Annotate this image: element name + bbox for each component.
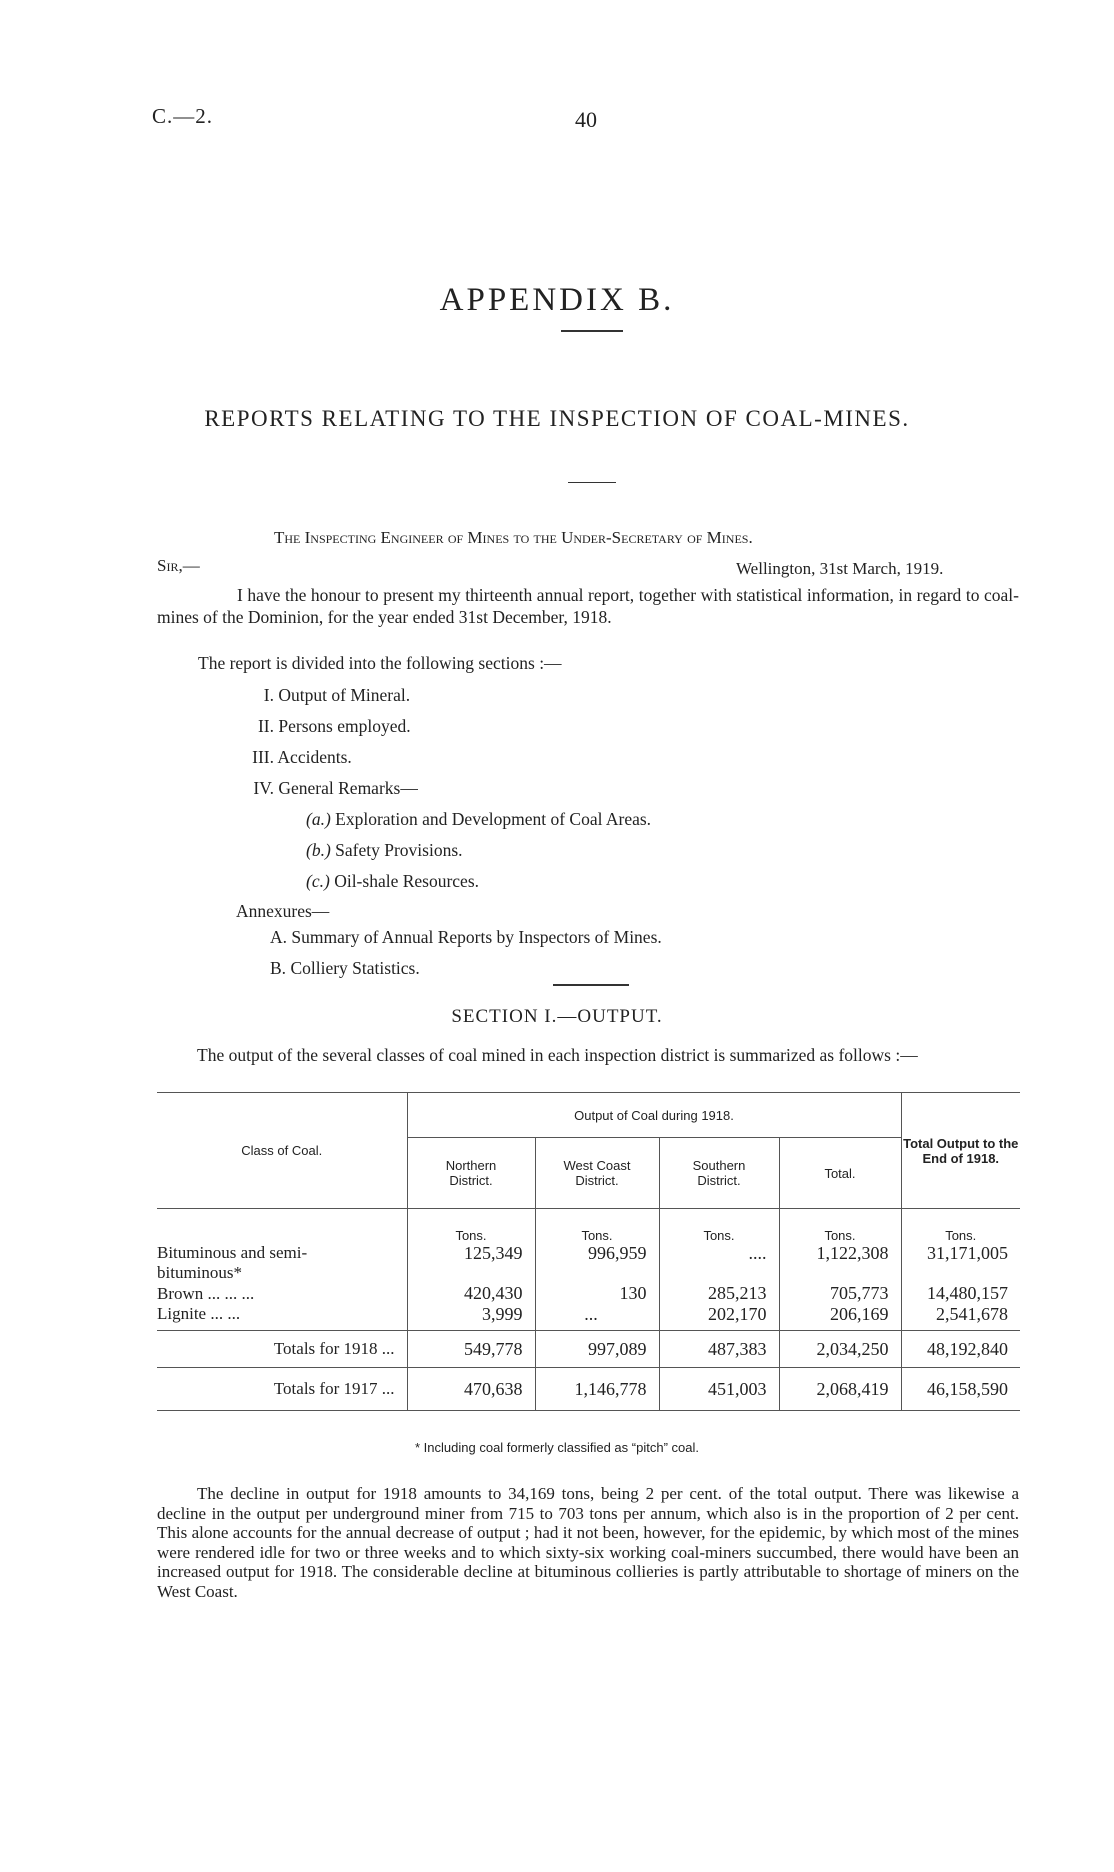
section-item: II. Persons employed.: [257, 716, 411, 736]
place-date: Wellington, 31st March, 1919.: [736, 559, 944, 578]
table-row: [157, 1304, 1020, 1331]
page-number: 40: [575, 107, 597, 132]
sections-intro: The report is divided into the following sections :—: [198, 653, 562, 673]
cell-westcoast: 997,089: [535, 1331, 659, 1368]
cell-southern: 451,003: [659, 1368, 779, 1411]
unit-label: Tons.: [901, 1209, 1020, 1244]
salutation: Sir,—: [157, 556, 200, 575]
cell-total: 2,068,419: [779, 1368, 901, 1411]
table-row: [157, 1283, 1020, 1304]
subsection-item: (b.) Safety Provisions.: [306, 840, 463, 860]
row-name: Brown ... ... ...: [157, 1283, 255, 1303]
subsection-item: (a.) Exploration and Development of Coal Areas.: [306, 809, 652, 829]
section-item: I. Output of Mineral.: [263, 685, 411, 705]
totals-1918-label: Totals for 1918 ...: [273, 1339, 395, 1358]
cell-southern: ....: [659, 1243, 779, 1283]
section-item: III. Accidents.: [252, 747, 352, 767]
closing-paragraph: The decline in output for 1918 amounts to 34,169 tons, being 2 per cent. of the total output. There was likewise a decline in the output per underground miner from 715 to 703 tons per annum, which also is in the proportion of 2 per cent. This alone accounts for the annual decrease of output ; had it not been, however, for the epidemic, by which most of the mines were rendered idle for two or three weeks and to which sixty-six working coal-miners succumbed, there would have been an increased output for 1918. The considerable decline at bituminous collieries is partly attributable to shortage of miners on the West Coast.: [157, 1484, 1019, 1601]
class-of-coal-header: Class of Coal.: [157, 1093, 407, 1209]
subtitle-rule: [568, 482, 616, 483]
report-subtitle: REPORTS RELATING TO THE INSPECTION OF COAL-MINES.: [204, 406, 910, 431]
document-reference: C.—2.: [152, 104, 214, 128]
cell-to-date: 46,158,590: [901, 1368, 1020, 1411]
cell-to-date: 31,171,005: [901, 1243, 1020, 1283]
cell-southern: 202,170: [659, 1304, 779, 1331]
appendix-title: APPENDIX B.: [439, 282, 675, 318]
cell-southern: 487,383: [659, 1331, 779, 1368]
cell-northern: 420,430: [407, 1283, 535, 1304]
cell-westcoast: ...: [535, 1304, 659, 1331]
annexures-label: Annexures—: [236, 901, 330, 921]
row-name: Lignite ... ...: [157, 1304, 241, 1323]
cell-northern: 549,778: [407, 1331, 535, 1368]
cell-to-date: 2,541,678: [901, 1304, 1020, 1331]
unit-label: Tons.: [407, 1209, 535, 1244]
sections-list: [230, 680, 418, 804]
total-header: Total.: [779, 1138, 901, 1209]
westcoast-header: West Coast District.: [535, 1138, 659, 1209]
output-group-header: Output of Coal during 1918.: [407, 1093, 901, 1138]
cell-westcoast: 130: [535, 1283, 659, 1304]
cell-westcoast: 996,959: [535, 1243, 659, 1283]
unit-label: Tons.: [659, 1209, 779, 1244]
cell-to-date: 14,480,157: [901, 1283, 1020, 1304]
total-output-header: Total Output to the End of 1918.: [901, 1093, 1020, 1209]
letterhead: The Inspecting Engineer of Mines to the Under-Secretary of Mines.: [274, 528, 753, 547]
section-title: SECTION I.—OUTPUT.: [451, 1006, 663, 1027]
totals-1917-row: [157, 1368, 1020, 1411]
output-intro: The output of the several classes of coal mined in each inspection district is summarized as follows :—: [197, 1045, 918, 1065]
totals-1918-row: [157, 1331, 1020, 1368]
totals-1917-label: Totals for 1917 ...: [273, 1379, 395, 1398]
unit-label: Tons.: [535, 1209, 659, 1244]
output-table: [157, 1092, 1020, 1411]
southern-header: Southern District.: [659, 1138, 779, 1209]
row-name: Bituminous and semi-bituminous*: [157, 1243, 308, 1282]
cell-to-date: 48,192,840: [901, 1331, 1020, 1368]
northern-header: Northern District.: [407, 1138, 535, 1209]
cell-northern: 125,349: [407, 1243, 535, 1283]
subsections-list: [306, 804, 651, 897]
cell-westcoast: 1,146,778: [535, 1368, 659, 1411]
annexure-item: A. Summary of Annual Reports by Inspectors of Mines.: [270, 927, 662, 947]
section-rule: [553, 984, 629, 986]
cell-northern: 3,999: [407, 1304, 535, 1331]
cell-total: 206,169: [779, 1304, 901, 1331]
cell-total: 2,034,250: [779, 1331, 901, 1368]
cell-southern: 285,213: [659, 1283, 779, 1304]
cell-total: 1,122,308: [779, 1243, 901, 1283]
annexure-item: B. Colliery Statistics.: [270, 958, 420, 978]
cell-total: 705,773: [779, 1283, 901, 1304]
title-rule: [561, 330, 623, 332]
subsection-item: (c.) Oil-shale Resources.: [306, 871, 480, 891]
cell-northern: 470,638: [407, 1368, 535, 1411]
table-footnote: * Including coal formerly classified as “pitch” coal.: [415, 1440, 699, 1455]
annexures-list: [270, 922, 662, 984]
table-row: [157, 1243, 1020, 1283]
unit-label: Tons.: [779, 1209, 901, 1244]
section-item: IV. General Remarks—: [253, 778, 418, 798]
intro-paragraph: I have the honour to present my thirteenth annual report, together with statistical information, in regard to coal-mines of the Dominion, for the year ended 31st December, 1918.: [157, 585, 1019, 627]
